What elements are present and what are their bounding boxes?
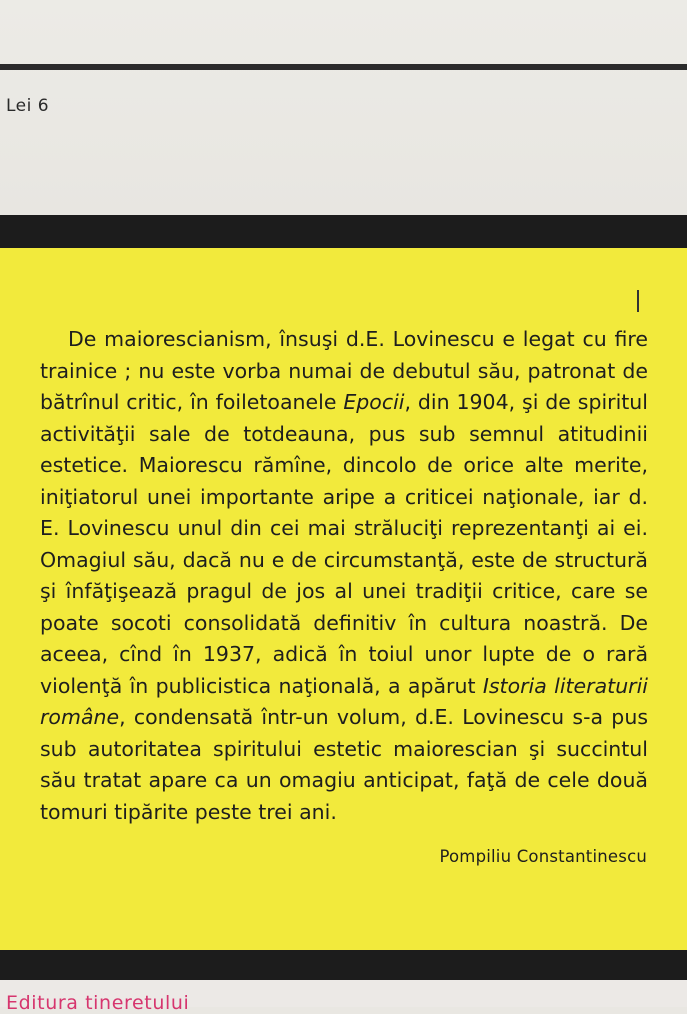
top-rule [0, 64, 687, 70]
price-label: Lei 6 [6, 96, 50, 116]
blurb-text-1: De maiorescianism, însuşi d.E. Lovinescu e legat cu fire trainice ; nu este vorba numai de debutul său, patronat de bătrînul critic, în foiletoanele [40, 327, 648, 414]
author-signature: Pompiliu Constantinescu [439, 847, 647, 866]
top-black-band [0, 215, 687, 248]
corner-tick-mark [637, 290, 639, 312]
top-area [0, 0, 687, 215]
blurb-text-2: , din 1904, şi de spiritul activităţii sale de totdeauna, pus sub semnul atitudinii estetice. Maiorescu rămîne, dincolo de orice alte merite, iniţiatorul unei importante aripe a criticei naţionale, iar d. E. Lovinescu unul din cei mai străluciţi reprezentanţi ai ei. Omagiul său, dacă nu e de circumstanţă, este de structură şi înfăţişează pragul de jos al unei tradiţii critice, care se poate socoti consolidată definitiv în cultura noastră. De aceea, cînd în 1937, adică în toiul unor lupte de o rară violenţă în publicistica naţională, a apărut [40, 390, 648, 698]
bottom-black-band [0, 950, 687, 980]
back-cover-blurb [40, 324, 648, 828]
blurb-title-istoria: Istoria literaturii române [40, 673, 649, 729]
blurb-title-epocii: Epocii [343, 390, 405, 414]
publisher-name: Editura tineretului [6, 992, 190, 1014]
blurb-text-3: , condensată într-un volum, d.E. Lovinescu s-a pus sub autoritatea spiritului estetic maiorescian şi succintul său tratat apare ca un omagiu anticipat, faţă de cele două tomuri tipărite peste trei ani. [40, 705, 648, 824]
